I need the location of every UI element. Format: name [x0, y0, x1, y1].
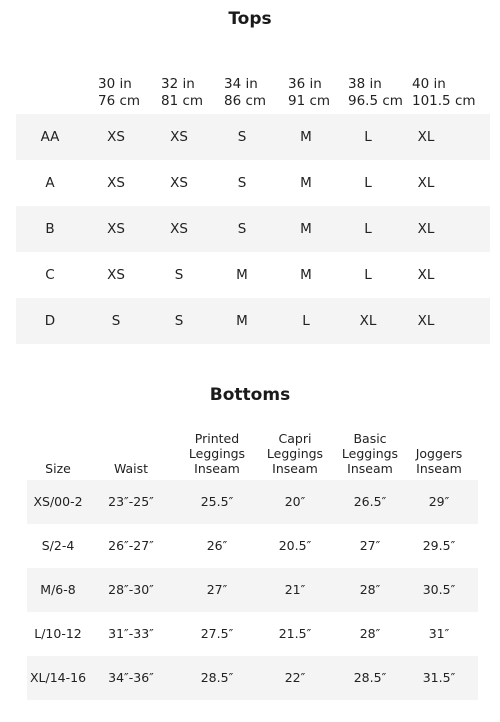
size-cell: XL: [417, 129, 435, 145]
size-label: XL/14-16: [29, 670, 87, 685]
tops-col-header: [288, 76, 330, 110]
bottoms-header-row: [27, 428, 478, 480]
bottoms-row-s: [27, 524, 478, 568]
size-cell: XL: [417, 313, 435, 329]
size-cell: XL: [417, 175, 435, 191]
cup-size: A: [45, 175, 55, 191]
printed-inseam-cell: 26″: [206, 538, 228, 553]
band-cm: 91 cm: [288, 93, 331, 109]
size-cell: M: [236, 313, 248, 329]
joggers-inseam-cell: 29″: [428, 494, 450, 509]
band-in: 30 in: [98, 76, 132, 92]
header-printed-leggings-inseam: [177, 431, 257, 476]
size-cell: XL: [359, 313, 377, 329]
header-line: Printed: [194, 431, 240, 446]
size-cell: M: [300, 175, 312, 191]
size-cell: XS: [107, 129, 125, 145]
cup-size: B: [45, 221, 55, 237]
header-size: [18, 461, 98, 476]
tops-col-header: [412, 76, 476, 110]
band-in: 38 in: [348, 76, 382, 92]
waist-cell: 23″-25″: [108, 494, 154, 509]
header-line: Leggings: [341, 446, 399, 461]
header-line: Leggings: [266, 446, 324, 461]
tops-row-a: [16, 160, 490, 206]
capri-inseam-cell: 21.5″: [278, 626, 312, 641]
printed-inseam-cell: 28.5″: [200, 670, 234, 685]
size-cell: S: [174, 313, 184, 329]
header-line: Joggers: [415, 446, 463, 461]
size-cell: XL: [417, 267, 435, 283]
header-joggers-inseam: [399, 446, 479, 476]
band-cm: 86 cm: [224, 93, 267, 109]
band-cm: 81 cm: [161, 93, 204, 109]
header-line: Inseam: [272, 461, 318, 476]
size-cell: M: [300, 221, 312, 237]
header-line: Inseam: [347, 461, 393, 476]
bottoms-title: Bottoms: [209, 385, 291, 405]
tops-row-d: [16, 298, 490, 344]
size-cell: M: [236, 267, 248, 283]
basic-inseam-cell: 28.5″: [353, 670, 387, 685]
header-waist: [91, 461, 171, 476]
size-cell: S: [111, 313, 121, 329]
size-cell: XS: [170, 175, 188, 191]
size-cell: XS: [107, 175, 125, 191]
tops-col-header: [98, 76, 140, 110]
size-cell: L: [364, 175, 372, 191]
tops-row-aa: [16, 114, 490, 160]
header-line: Basic: [353, 431, 387, 446]
cup-size: AA: [40, 129, 60, 145]
basic-inseam-cell: 28″: [359, 626, 381, 641]
size-cell: S: [237, 175, 247, 191]
size-cell: L: [364, 221, 372, 237]
waist-cell: 31″-33″: [108, 626, 154, 641]
basic-inseam-cell: 28″: [359, 582, 381, 597]
size-cell: S: [174, 267, 184, 283]
capri-inseam-cell: 20″: [284, 494, 306, 509]
waist-cell: 26″-27″: [108, 538, 154, 553]
size-label: S/2-4: [41, 538, 75, 553]
size-cell: L: [364, 267, 372, 283]
bottoms-row-l: [27, 612, 478, 656]
size-cell: L: [302, 313, 310, 329]
size-cell: S: [237, 129, 247, 145]
bottoms-row-xs: [27, 480, 478, 524]
tops-header-row: [16, 76, 490, 114]
basic-inseam-cell: 26.5″: [353, 494, 387, 509]
band-cm: 76 cm: [98, 93, 141, 109]
cup-size: D: [44, 313, 56, 329]
tops-row-b: [16, 206, 490, 252]
size-label: M/6-8: [40, 582, 76, 597]
size-cell: XS: [107, 267, 125, 283]
tops-row-c: [16, 252, 490, 298]
tops-col-header: [348, 76, 403, 110]
tops-title: Tops: [228, 9, 272, 29]
tops-col-header: [224, 76, 266, 110]
joggers-inseam-cell: 31.5″: [422, 670, 456, 685]
cup-size: C: [45, 267, 55, 283]
header-line: Capri: [278, 431, 312, 446]
printed-inseam-cell: 25.5″: [200, 494, 234, 509]
size-label: XS/00-2: [33, 494, 83, 509]
size-cell: XL: [417, 221, 435, 237]
size-cell: S: [237, 221, 247, 237]
band-in: 34 in: [224, 76, 258, 92]
capri-inseam-cell: 22″: [284, 670, 306, 685]
band-in: 32 in: [161, 76, 195, 92]
printed-inseam-cell: 27.5″: [200, 626, 234, 641]
header-line: Waist: [113, 461, 149, 476]
band-in: 36 in: [288, 76, 322, 92]
joggers-inseam-cell: 31″: [428, 626, 450, 641]
size-cell: XS: [170, 221, 188, 237]
joggers-inseam-cell: 29.5″: [422, 538, 456, 553]
band-cm: 101.5 cm: [412, 93, 476, 109]
size-cell: XS: [107, 221, 125, 237]
header-line: Leggings: [188, 446, 246, 461]
printed-inseam-cell: 27″: [206, 582, 228, 597]
size-cell: L: [364, 129, 372, 145]
tops-col-header: [161, 76, 203, 110]
bottoms-size-table: [27, 428, 478, 700]
size-cell: M: [300, 129, 312, 145]
header-line: Inseam: [416, 461, 462, 476]
size-cell: XS: [170, 129, 188, 145]
band-in: 40 in: [412, 76, 446, 92]
capri-inseam-cell: 20.5″: [278, 538, 312, 553]
capri-inseam-cell: 21″: [284, 582, 306, 597]
header-line: Size: [45, 461, 71, 476]
header-basic-leggings-inseam: [330, 431, 410, 476]
header-capri-leggings-inseam: [255, 431, 335, 476]
waist-cell: 28″-30″: [108, 582, 154, 597]
size-cell: M: [300, 267, 312, 283]
header-line: Inseam: [194, 461, 240, 476]
bottoms-row-m: [27, 568, 478, 612]
basic-inseam-cell: 27″: [359, 538, 381, 553]
bottoms-row-xl: [27, 656, 478, 700]
band-cm: 96.5 cm: [348, 93, 403, 109]
waist-cell: 34″-36″: [108, 670, 154, 685]
tops-size-table: [16, 76, 490, 344]
size-label: L/10-12: [34, 626, 82, 641]
joggers-inseam-cell: 30.5″: [422, 582, 456, 597]
